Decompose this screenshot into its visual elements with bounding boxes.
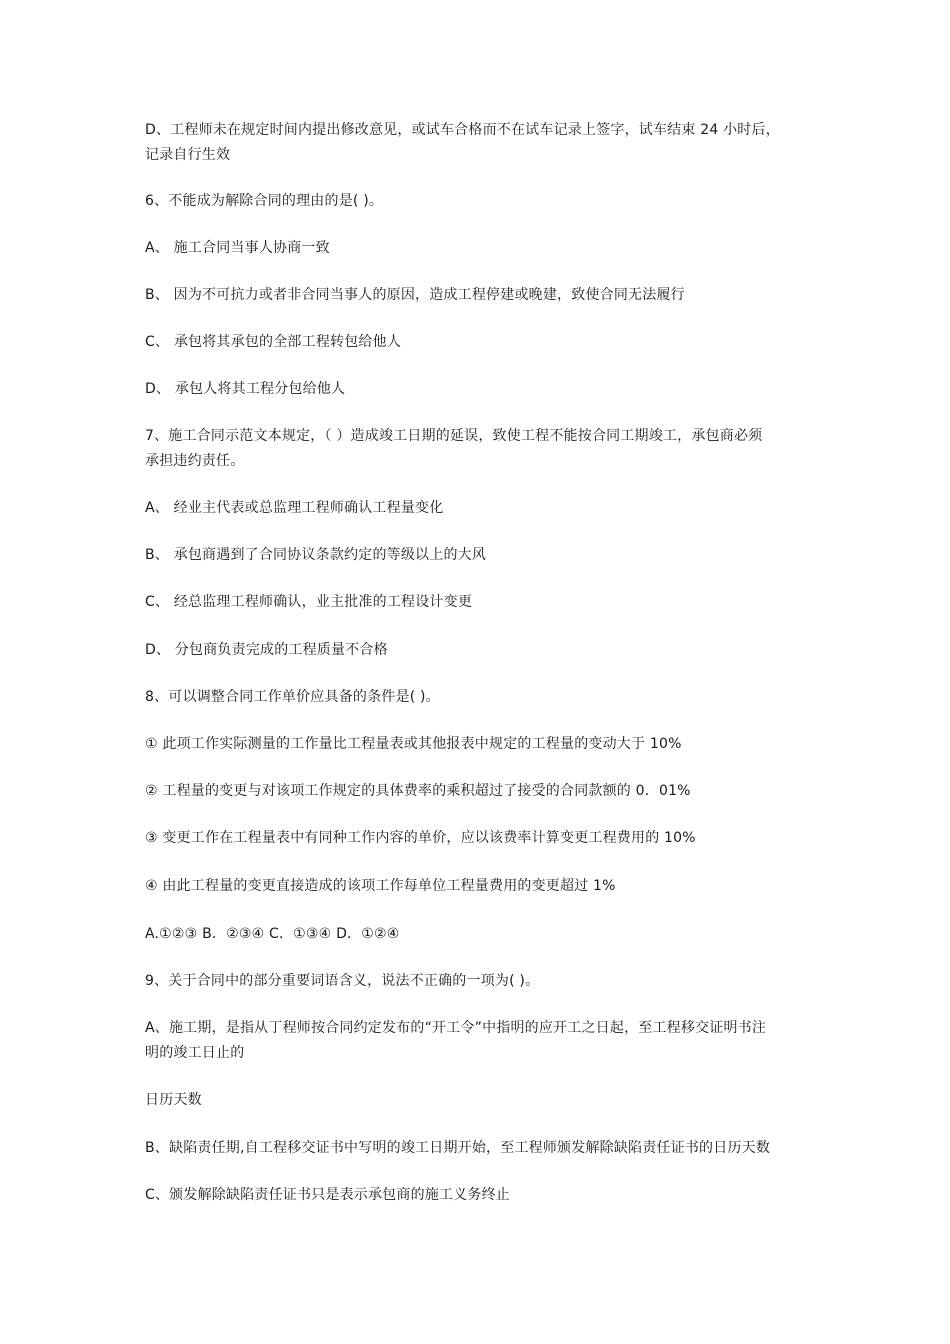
q6-option-b: B、 因为不可抗力或者非合同当事人的原因，造成工程停建或晚建，致使合同无法履行 (145, 287, 685, 303)
q9-option-c: C、颁发解除缺陷责任证书只是表示承包商的施工义务终止 (145, 1187, 510, 1203)
q9-option-b: B、缺陷责任期,自工程移交证书中写明的竣工日期开始，至工程师颁发解除缺陷责任证书的日历天数 (145, 1140, 771, 1156)
q6-option-a: A、 施工合同当事人协商一致 (145, 240, 330, 256)
q6-option-d: D、 承包人将其工程分包给他人 (145, 381, 346, 397)
q8-condition-1: ① 此项工作实际测量的工作量比工程量表或其他报表中规定的工程量的变动大于 10% (145, 736, 682, 752)
question-7-cont: 承担违约责任。 (145, 453, 245, 469)
q9-option-a: A、施工期，是指从丁程师按合同约定发布的“开工令”中指明的应开工之日起，至工程移交证明书注 (145, 1020, 767, 1036)
q7-option-c: C、 经总监理工程师确认，业主批准的工程设计变更 (145, 594, 473, 610)
q7-option-b: B、 承包商遇到了合同协议条款约定的等级以上的大风 (145, 547, 487, 563)
question-8: 8、可以调整合同工作单价应具备的条件是( )。 (145, 689, 440, 705)
q8-options: A.①②③ B．②③④ C．①③④ D．①②④ (145, 926, 400, 942)
question-7: 7、施工合同示范文本规定，（ ）造成竣工日期的延误，致使工程不能按合同工期竣工，承包商必须 (145, 428, 763, 444)
question-9: 9、关于合同中的部分重要词语含义，说法不正确的一项为( )。 (145, 973, 540, 989)
text-line-d-option-5: D、工程师未在规定时间内提出修改意见，或试车合格而不在试车记录上签字，试车结束 24 小时后， (145, 122, 780, 138)
text-line-d-option-5-cont: 记录自行生效 (145, 147, 231, 163)
q7-option-a: A、 经业主代表或总监理工程师确认工程量变化 (145, 500, 444, 516)
q8-condition-4: ④ 由此工程量的变更直接造成的该项工作每单位工程量费用的变更超过 1% (145, 878, 616, 894)
q8-condition-2: ② 工程量的变更与对该项工作规定的具体费率的乘积超过了接受的合同款额的 0．01% (145, 783, 691, 799)
q8-condition-3: ③ 变更工作在工程量表中有同种工作内容的单价，应以该费率计算变更工程费用的 10% (145, 830, 696, 846)
q9-option-a-cont-2: 日历天数 (145, 1092, 202, 1108)
q6-option-c: C、 承包将其承包的全部工程转包给他人 (145, 334, 402, 350)
q9-option-a-cont: 明的竣工日止的 (145, 1045, 245, 1061)
question-6: 6、不能成为解除合同的理由的是( )。 (145, 193, 384, 209)
q7-option-d: D、 分包商负责完成的工程质量不合格 (145, 642, 388, 658)
